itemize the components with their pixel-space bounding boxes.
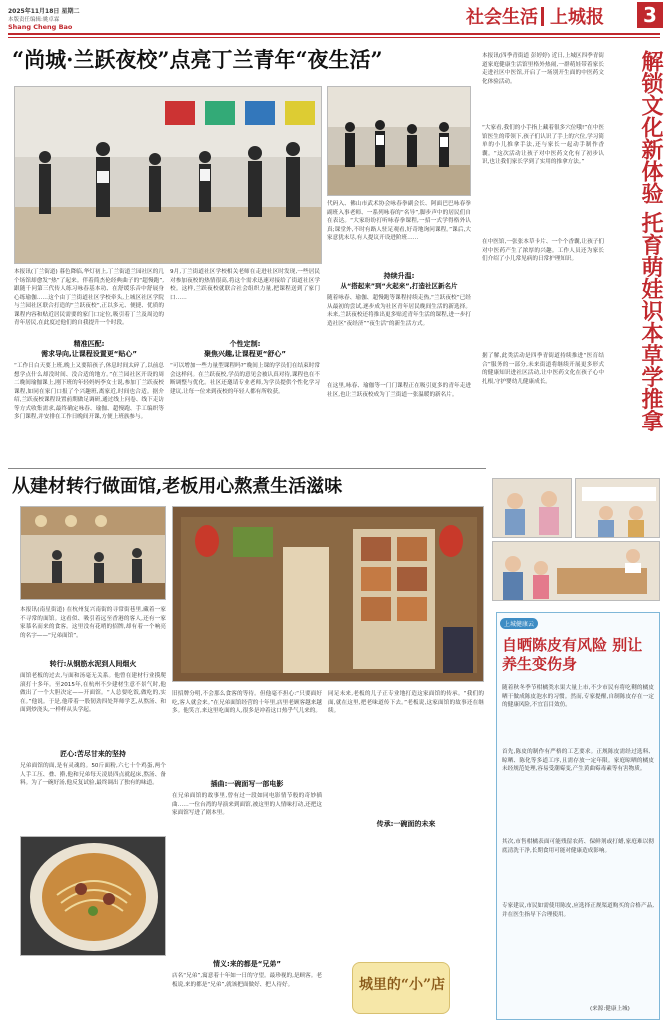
article2-body-5: 店名“兄弟”,寓意着十年如一日的守望。最珍视的,是顾客。老板说,来的都是“兄弟”,就该把面做好、把人待好。 (172, 973, 322, 988)
article1-body-2: 9月,丁兰街道社区学校相关老师在走进社区时发现,一些居民对参加夜校的热情很高,将这个需求迅速对接给了街道社区学校。这样,兰跃夜校就联合社会组织力量,把课程送到了家门口…… (170, 269, 320, 301)
article2-body-2: 兄弟面馆的面,是有灵魂的。50斤面粉,六七十个鸡蛋,两个人手工压、叠、擀,他和兄弟每天凌晨四点就起床,熬汤、备料。为了一碗好汤,他反复试验,最终调出了独有的味道。 (20, 763, 166, 786)
article2-lead: 本报讯(南星街道) 在杭州复兴南街的寻常街巷里,藏着一家不寻常的面馆。这看似、吸引着远至香港的客人,还有一家家慕名而来的食客。这里没有花哨的招牌,却有着一个响亮的名字——“兄弟面馆”。 (20, 607, 166, 639)
right-top-body-4: 据了解,此类活动是四季青街道持续推进“医育结合”服务的一部分,未来街道将继续开展更多形式的健康知识进社区活动,让中医药文化在孩子心中扎根,守护婴幼儿健康成长。 (482, 353, 604, 385)
article1-body-1: “工作日白天要上班,晚上又要陪孩子,休息时间太碎了,以前总想学点什么却没时间、没合适的地方。”在兰园社区开设的周二晚间瑜伽课上,刚下班的年轻妈妈李女士说,参加丁兰跃夜校课程,如同在家门口报了个兴趣班,离家近,时间也合适。据介绍,兰跃夜校课程设置前期做足调研,通过线上问卷、线下走访等方式收集需求,最终确定咏春、瑜伽、超慢跑、手工编织等多门课程,并安排在工作日晚间开课,方便上班族参与。 (14, 363, 164, 420)
article2-subhead-2: 匠心:苦尽甘来的坚持 (60, 750, 126, 758)
article1-body-4: 代码入、佛山市武术协会咏春拳副会长、阿面巴巴咏春拳副班入事老师、一系列咏春的“名导”,脚步声中的居民们自在表达。“大家纷纷打听咏春拳课程,一招一式学得格外认真;课堂外,不时有路人驻足观看,好奇地询问课程。”课后,大家意犹未尽,有人提议开设进阶班…… (327, 201, 471, 241)
right-bottom-body-4: 专家建议,市民如需使用陈皮,应选择正规渠道购买的合格产品,并在医生指导下合理使用。 (502, 903, 654, 918)
article2-subhead-3: 插曲:一碗面写一部电影 (210, 780, 284, 788)
article1-subhead-1: 精准匹配: (73, 340, 105, 348)
right-top-headline: 解锁文化新体验 托育萌娃识本草学推拿 (638, 50, 664, 432)
header-rule (8, 33, 660, 35)
right-bottom-body-2: 首先,陈皮的制作有严格的工艺要求。正规陈皮需经过选料、晾晒、陈化等多道工序,且需存放一定年限。家庭晾晒的橘皮未经规范处理,容易受潮霉变,产生黄曲霉毒素等有害物质。 (502, 749, 654, 772)
right-top-body-1: 本报讯(四季青街道 彭婷婷) 近日,上城区四季青街道家庭健康生活馆里格外热闹,一群萌娃带着家长走进社区中医馆,开启了一场别开生面的中医药文化体验活动。 (482, 53, 604, 85)
header-divider-bar (541, 7, 544, 26)
right-bottom-body-3: 其次,市售柑橘表面可能残留农药、保鲜剂或打蜡,家庭难以彻底清洗干净,长期食用可能对健康造成影响。 (502, 839, 654, 854)
article2-body-1: 面馆老板的过去,与面和汤毫无关系。他曾在建材行业摸爬滚打十多年。至2015年,在杭州不少建材生意不景气时,他做出了一个大胆决定——开面馆。“人总要吃饭,做吃的,实在。”他说。于是,他带着一股韧劲四处拜师学艺,从熬汤、和面到炒浇头,一样样从头学起。 (20, 673, 166, 713)
article2-body-3: 旧招牌分明,不会那么食客的等待。但他毫不担心:“只要面好吃,客人就会来。”在兄弟面馆经营的十年里,店里老顾客越来越多。他笑言,来这里吃面的人,很多是冲着这口热乎气儿来的。 (172, 691, 322, 714)
health-cloud-badge: 上城健康云 (500, 618, 538, 629)
small-store-tag-text: 城里的“小”店 (358, 977, 446, 993)
article1-body-3: “可以增加一些力量型课程吗?”晚间上课的学员们在结束时常会这样问。在兰跃夜校,学员的意见会被认真对待,课程也在不断调整与优化。社区还邀请专业老师,为学员提供个性化学习建议,让每一位来到夜校的年轻人都有所收获。 (170, 363, 320, 395)
header-paper-name: 上城报 (550, 7, 604, 28)
photo-dance-class (14, 86, 322, 264)
article1-subhead-3: 持续升温: (383, 272, 415, 280)
article2-subhead-1: 转行:从钢筋水泥到人间烟火 (49, 660, 137, 668)
section-divider (8, 468, 486, 469)
article1-lead: 本报讯(丁兰街道) 暮色降临,华灯初上,丁兰街道兰园社区的几个场馆却愈发“热”了起来。伴着简杰伦经典曲子的“超慢跑”,跟随千问第三代传人练习咏春基本功、在舒缓乐音中舒展身心练瑜伽……这个由丁兰街道社区学校牵头,上城区社区学院与兰园社区联合打造的“兰跃夜校”,正以多元、便捷、优质的课程内容和贴近居民需要的家门口定位,吸引着丁兰及周边的青年居民,在此度过他们的自我提升一个时段。 (14, 269, 164, 326)
photo-martial-arts (327, 86, 471, 196)
article1-body-5: 随着咏春、瑜伽、超慢跑等课程持续走热,“兰跃夜校”已经从最初的尝试,逐步成为社区青年居民晚间生活的新选择。未来,兰跃夜校还将推出更多贴近青年生活的课程,进一步打造社区“夜经济”“夜生活”的新生活方式。 (327, 295, 471, 327)
header-editor: 本版责任编辑:姚卓霖 (8, 17, 60, 23)
article2-headline: 从建材转行做面馆,老板用心熬煮生活滋味 (12, 476, 343, 497)
article2-subhead-4: 情义:来的都是“兄弟” (212, 960, 281, 968)
header-date: 2025年11月18日 星期二 (8, 8, 80, 15)
header-paper-en: Shang Cheng Bao (8, 23, 73, 31)
header-rule-thin (8, 37, 660, 38)
right-top-body-2: “大家看,我们的小手指上藏着很多穴位哦!”在中医馆医生的带领下,孩子们认识了手上的穴位,学习简单的小儿推拿手法,还与家长一起动手制作香囊。“这次活动让孩子对中医药文化有了初步认识,也让我们家长学到了实用的推拿方法。” (482, 125, 604, 165)
article2-body-4: 在兄弟面馆的故事里,曾有过一段如同电影情节般的奇妙插曲……一位台湾的导演来到面馆,被这里的人情味打动,还把这家面馆写进了剧本里。 (172, 793, 322, 816)
article1-subhead-2: 个性定制: (229, 340, 261, 348)
photo-craft-session (492, 541, 660, 601)
article2-subhead-5: 传承:一碗面的未来 (376, 820, 436, 828)
photo-noodle-shop-front (172, 506, 484, 682)
right-bottom-headline: 自晒陈皮有风险 别让养生变伤身 (502, 636, 643, 673)
page-number: 3 (637, 2, 663, 28)
photo-herb-teaching (575, 478, 660, 538)
right-bottom-body-1: 随着秋冬季节柑橘类水果大量上市,不少市民有将吃剩的橘皮晒干做成陈皮泡水的习惯。然而,专家提醒,自制陈皮存在一定的健康风险,不宜盲目效仿。 (502, 685, 654, 708)
article1-subhead-3b: 从“搭起来”到“火起来”,打造社区新名片 (340, 282, 458, 290)
article1-subhead-1b: 需求导向,让课程设置更“贴心” (41, 350, 137, 358)
right-top-body-3: 在中医馆,一张张本草卡片、一个个香囊,让孩子们对中医药产生了浓厚的兴趣。工作人员还为家长们介绍了小儿常见病的日常护理知识。 (482, 239, 604, 262)
photo-kids-tcm (492, 478, 572, 538)
photo-noodle-bowl (20, 836, 166, 956)
article2-body-6: 同足未来,老板的儿子正专业地打造这家面馆的传承。“我们的面,就在这里,把老味道传下去。”老板说,这家面馆的故事还在继续。 (328, 691, 484, 714)
article1-body-6: 在这里,咏春、瑜伽等一门门课程正在吸引更多的青年走进社区,也让兰跃夜校成为丁兰街道一张温暖的新名片。 (327, 383, 471, 398)
photo-restaurant-interior (20, 506, 166, 600)
article1-headline: “尚城·兰跃夜校”点亮丁兰青年“夜生活” (12, 47, 383, 72)
right-bottom-source: (来源:健康上城) (590, 1006, 630, 1012)
header-section: 社会生活 (466, 7, 538, 28)
article1-subhead-2b: 聚焦兴趣,让课程更“舒心” (204, 350, 286, 358)
